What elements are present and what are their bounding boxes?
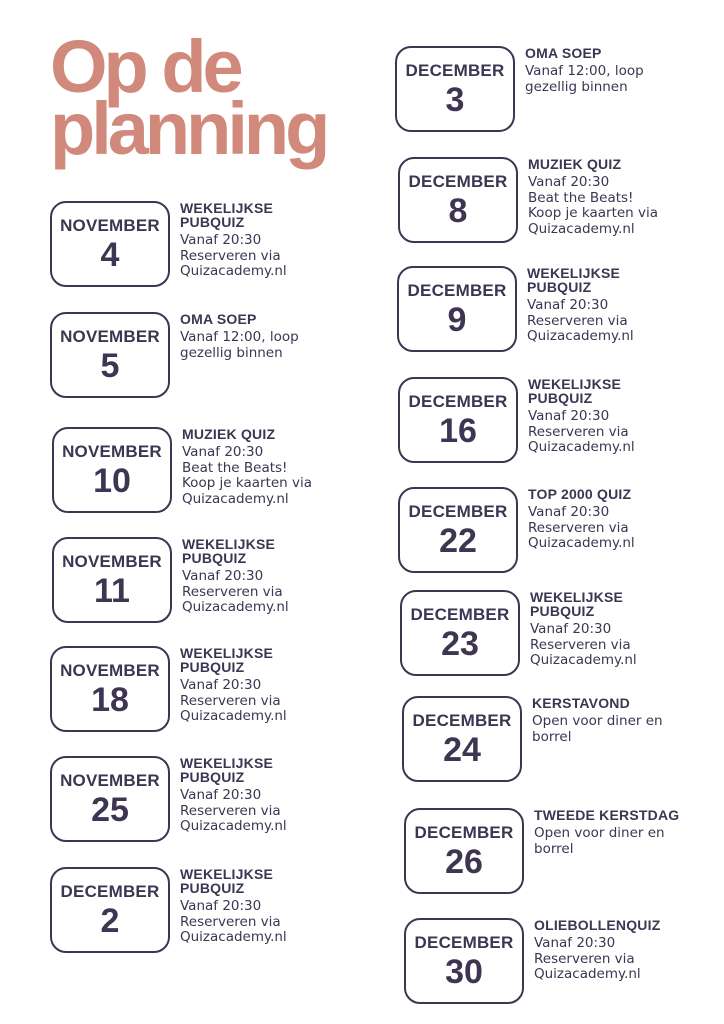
event-description: Vanaf 20:30 Beat the Beats! Koop je kaarten via Quizacademy.nl: [528, 174, 659, 237]
event-title: WEKELIJKSE PUBQUIZ: [180, 200, 274, 230]
date-box: [50, 756, 170, 842]
event-month: DECEMBER: [405, 61, 505, 80]
event-day: 5: [100, 347, 120, 385]
event-month: NOVEMBER: [60, 771, 160, 790]
event-title: KERSTAVOND: [532, 695, 630, 711]
event-description: Vanaf 20:30 Reserveren via Quizacademy.nl: [528, 408, 635, 455]
event-title: MUZIEK QUIZ: [528, 156, 622, 172]
event-item: [50, 201, 380, 293]
event-item: [398, 157, 724, 249]
event-info: [532, 696, 724, 745]
event-day: 11: [94, 572, 130, 610]
event-title: WEKELIJKSE PUBQUIZ: [182, 536, 276, 566]
event-item: [50, 312, 380, 404]
date-box: [50, 646, 170, 732]
event-item: [50, 756, 380, 848]
date-box: [398, 157, 518, 243]
date-box: [402, 696, 522, 782]
event-month: DECEMBER: [408, 392, 508, 411]
event-info: [528, 487, 724, 552]
page-title: [50, 25, 327, 170]
event-month: DECEMBER: [408, 172, 508, 191]
event-description: Vanaf 20:30 Reserveren via Quizacademy.nl: [180, 677, 287, 724]
event-day: 18: [91, 681, 129, 719]
date-box: [398, 487, 518, 573]
event-day: 30: [445, 953, 483, 991]
event-item: [400, 590, 724, 682]
event-item: [52, 427, 382, 519]
event-item: [50, 867, 380, 959]
event-day: 2: [100, 902, 120, 940]
event-info: [180, 867, 380, 946]
event-info: [180, 201, 380, 280]
event-title: OMA SOEP: [180, 311, 257, 327]
event-title: WEKELIJKSE PUBQUIZ: [180, 645, 274, 675]
event-title: OLIEBOLLENQUIZ: [534, 917, 661, 933]
event-month: NOVEMBER: [62, 442, 162, 461]
date-box: [50, 312, 170, 398]
event-month: DECEMBER: [414, 823, 514, 842]
event-title: WEKELIJKSE PUBQUIZ: [180, 866, 274, 896]
event-info: [525, 46, 724, 95]
event-description: Vanaf 20:30 Reserveren via Quizacademy.nl: [534, 935, 641, 982]
event-day: 3: [445, 81, 465, 119]
event-day: 22: [439, 522, 477, 560]
event-description: Vanaf 12:00, loop gezellig binnen: [180, 329, 299, 361]
event-info: [527, 266, 724, 345]
event-info: [180, 756, 380, 835]
title-line-2: planning: [50, 87, 327, 170]
event-month: DECEMBER: [414, 933, 514, 952]
event-info: [528, 377, 724, 456]
event-info: [530, 590, 724, 669]
date-box: [404, 808, 524, 894]
event-day: 4: [100, 236, 120, 274]
event-title: WEKELIJKSE PUBQUIZ: [528, 376, 622, 406]
event-info: [534, 808, 724, 857]
date-box: [400, 590, 520, 676]
event-item: [50, 646, 380, 738]
event-month: NOVEMBER: [60, 216, 160, 235]
event-description: Open voor diner en borrel: [532, 713, 663, 745]
event-month: NOVEMBER: [60, 327, 160, 346]
event-description: Vanaf 20:30 Beat the Beats! Koop je kaarten via Quizacademy.nl: [182, 444, 313, 507]
event-month: DECEMBER: [408, 502, 508, 521]
event-item: [404, 918, 724, 1010]
date-box: [50, 201, 170, 287]
event-month: DECEMBER: [60, 882, 160, 901]
event-title: WEKELIJKSE PUBQUIZ: [180, 755, 274, 785]
date-box: [52, 427, 172, 513]
event-description: Vanaf 20:30 Reserveren via Quizacademy.nl: [180, 787, 287, 834]
date-box: [404, 918, 524, 1004]
event-title: MUZIEK QUIZ: [182, 426, 276, 442]
event-day: 25: [91, 791, 129, 829]
event-info: [182, 537, 382, 616]
event-month: DECEMBER: [407, 281, 507, 300]
event-month: NOVEMBER: [62, 552, 162, 571]
event-title: TOP 2000 QUIZ: [528, 486, 632, 502]
event-description: Vanaf 12:00, loop gezellig binnen: [525, 63, 644, 95]
date-box: [395, 46, 515, 132]
event-description: Vanaf 20:30 Reserveren via Quizacademy.nl: [180, 232, 287, 279]
title-line-1: Op de: [50, 25, 240, 108]
event-info: [528, 157, 724, 237]
event-info: [180, 312, 380, 361]
event-description: Vanaf 20:30 Reserveren via Quizacademy.nl: [530, 621, 637, 668]
date-box: [50, 867, 170, 953]
event-description: Vanaf 20:30 Reserveren via Quizacademy.nl: [182, 568, 289, 615]
event-month: DECEMBER: [412, 711, 512, 730]
event-item: [395, 46, 724, 138]
event-description: Open voor diner en borrel: [534, 825, 665, 857]
event-day: 10: [93, 462, 131, 500]
event-day: 24: [443, 731, 481, 769]
date-box: [398, 377, 518, 463]
event-day: 8: [448, 192, 468, 230]
event-item: [52, 537, 382, 629]
event-description: Vanaf 20:30 Reserveren via Quizacademy.nl: [180, 898, 287, 945]
event-info: [180, 646, 380, 725]
event-info: [182, 427, 382, 507]
event-item: [398, 377, 724, 469]
date-box: [397, 266, 517, 352]
event-title: OMA SOEP: [525, 45, 602, 61]
event-item: [404, 808, 724, 900]
event-month: DECEMBER: [410, 605, 510, 624]
event-title: WEKELIJKSE PUBQUIZ: [527, 265, 621, 295]
event-day: 16: [439, 412, 477, 450]
event-title: TWEEDE KERSTDAG: [534, 807, 680, 823]
event-day: 23: [441, 625, 479, 663]
event-item: [402, 696, 724, 788]
event-info: [534, 918, 724, 983]
event-item: [398, 487, 724, 579]
event-month: NOVEMBER: [60, 661, 160, 680]
event-day: 9: [447, 301, 467, 339]
event-description: Vanaf 20:30 Reserveren via Quizacademy.nl: [528, 504, 635, 551]
event-item: [397, 266, 724, 358]
date-box: [52, 537, 172, 623]
event-title: WEKELIJKSE PUBQUIZ: [530, 589, 624, 619]
event-description: Vanaf 20:30 Reserveren via Quizacademy.nl: [527, 297, 634, 344]
event-day: 26: [445, 843, 483, 881]
